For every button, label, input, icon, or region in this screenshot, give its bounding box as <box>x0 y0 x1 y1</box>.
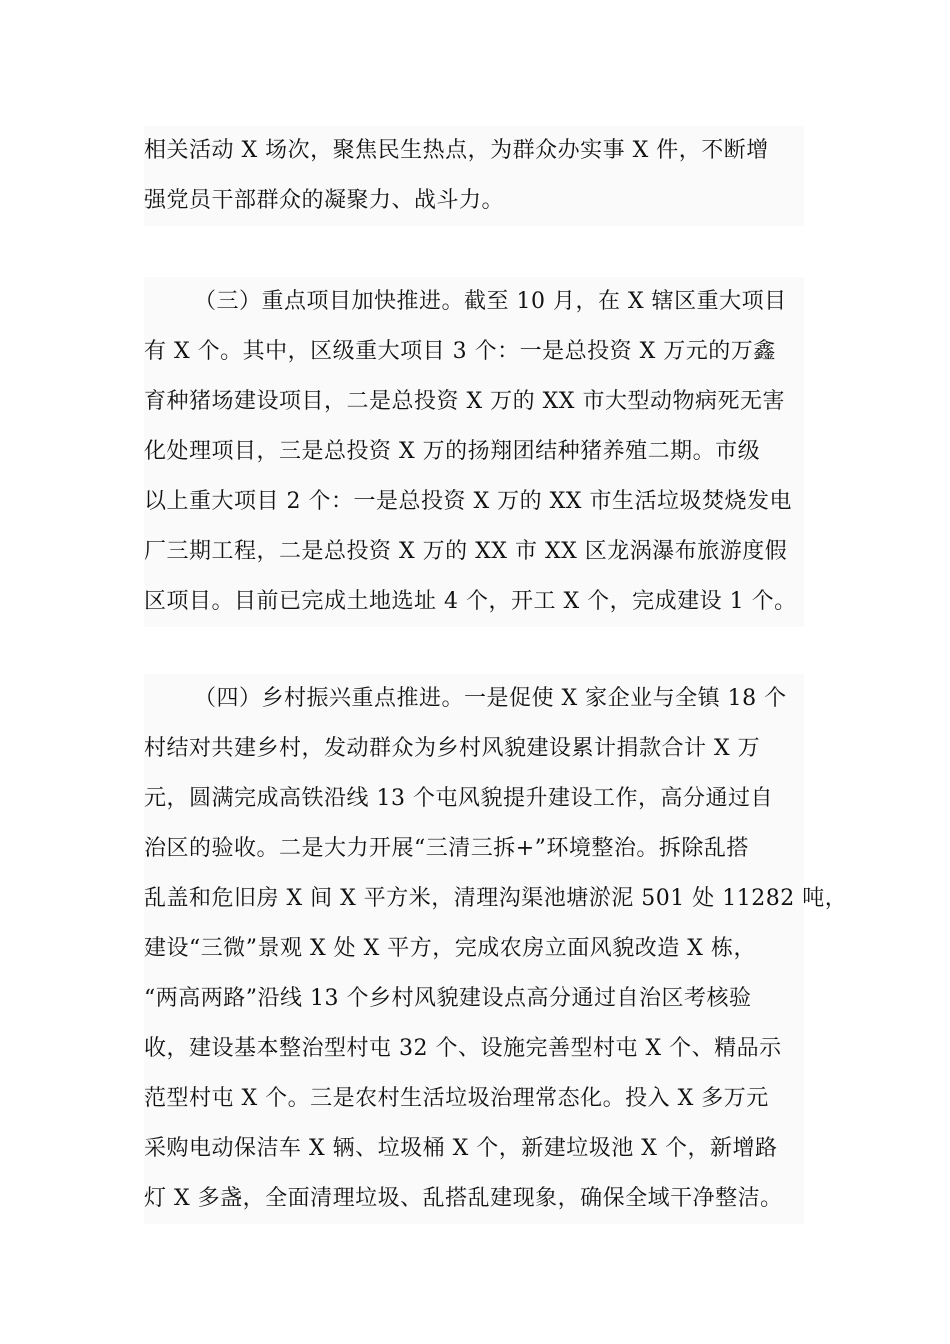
paragraph-2-line-5: 以上重大项目 2 个：一是总投资 X 万的 XX 市生活垃圾焚烧发电 <box>144 489 792 514</box>
paragraph-1-line-1: 相关活动 X 场次，聚焦民生热点，为群众办实事 X 件，不断增 <box>144 138 769 163</box>
paragraph-1-line-2: 强党员干部群众的凝聚力、战斗力。 <box>144 188 505 213</box>
paragraph-2-line-7: 区项目。目前已完成土地选址 4 个，开工 X 个，完成建设 1 个。 <box>144 589 797 614</box>
paragraph-2 <box>144 277 804 627</box>
paragraph-3-line-7: “两高两路”沿线 13 个乡村风貌建设点高分通过自治区考核验 <box>144 986 752 1011</box>
paragraph-3-line-2: 村结对共建乡村，发动群众为乡村风貌建设累计捐款合计 X 万 <box>144 736 761 761</box>
paragraph-1 <box>144 126 804 226</box>
paragraph-3-line-4: 治区的验收。二是大力开展“三清三拆+”环境整治。拆除乱搭 <box>144 836 749 861</box>
paragraph-3-line-5: 乱盖和危旧房 X 间 X 平方米，清理沟渠池塘淤泥 501 处 11282 吨， <box>144 886 848 911</box>
paragraph-3 <box>144 674 848 1224</box>
paragraph-3-line-1: （四）乡村振兴重点推进。一是促使 X 家企业与全镇 18 个 <box>194 686 787 711</box>
paragraph-3-line-6: 建设“三微”景观 X 处 X 平方，完成农房立面风貌改造 X 栋， <box>144 936 756 961</box>
paragraph-2-line-6: 厂三期工程，二是总投资 X 万的 XX 市 XX 区龙涡瀑布旅游度假 <box>144 539 788 564</box>
paragraph-3-line-3: 元，圆满完成高铁沿线 13 个屯风貌提升建设工作，高分通过自 <box>144 786 773 811</box>
paragraph-2-line-3: 育种猪场建设项目，二是总投资 X 万的 XX 市大型动物病死无害 <box>144 389 785 414</box>
paragraph-2-line-4: 化处理项目，三是总投资 X 万的扬翔团结种猪养殖二期。市级 <box>144 439 761 464</box>
paragraph-3-line-8: 收，建设基本整治型村屯 32 个、设施完善型村屯 X 个、精品示 <box>144 1036 782 1061</box>
paragraph-3-line-10: 采购电动保洁车 X 辆、垃圾桶 X 个，新建垃圾池 X 个，新增路 <box>144 1136 778 1161</box>
paragraph-2-line-2: 有 X 个。其中，区级重大项目 3 个：一是总投资 X 万元的万鑫 <box>144 339 776 364</box>
paragraph-3-line-11: 灯 X 多盏，全面清理垃圾、乱搭乱建现象，确保全域干净整洁。 <box>144 1186 783 1211</box>
paragraph-2-line-1: （三）重点项目加快推进。截至 10 月，在 X 辖区重大项目 <box>194 289 787 314</box>
paragraph-3-line-9: 范型村屯 X 个。三是农村生活垃圾治理常态化。投入 X 多万元 <box>144 1086 769 1111</box>
